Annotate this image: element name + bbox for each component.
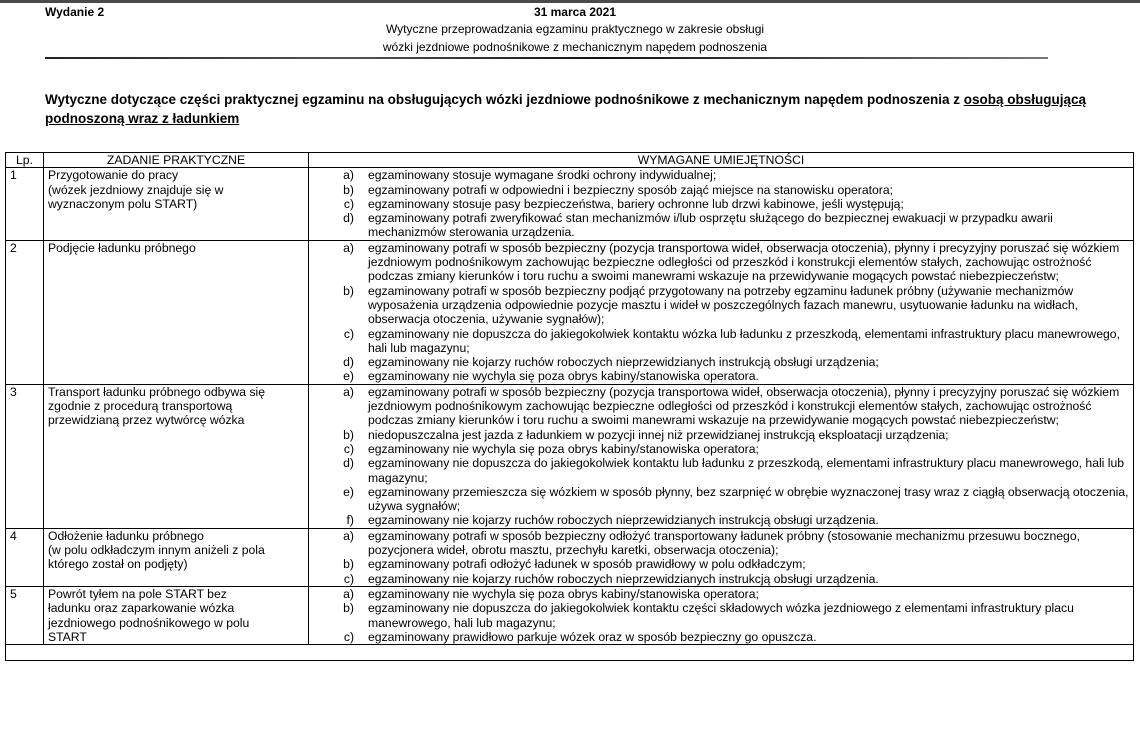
skill-marker: b) <box>343 283 354 298</box>
skill-marker: d) <box>343 355 354 370</box>
task-line: wyznaczonym polu START) <box>48 196 198 211</box>
skill-marker: e) <box>343 369 354 384</box>
skill-marker: b) <box>343 601 354 616</box>
skill-marker: c) <box>343 196 354 211</box>
document-subtitle-line2: wózki jezdniowe podnośnikowe z mechanicznym napędem podnoszenia <box>382 40 768 54</box>
skill-item <box>313 529 1129 558</box>
task-line: przewidzianą przez wytwórcę wózka <box>48 413 245 428</box>
skill-item <box>313 513 1129 527</box>
table-row <box>6 384 1134 528</box>
table-row <box>6 586 1134 644</box>
practical-task <box>44 384 309 528</box>
row-number: 3 <box>6 384 44 528</box>
skill-marker: c) <box>343 571 354 586</box>
skill-text: egzaminowany potrafi zweryfikować stan mechanizmów i/lub osprzętu służącego do bezpiecznej ewakuacji w przypadku awarii mechanizmów sterowania urządzenia. <box>368 211 1053 240</box>
page-title-main: Wytyczne dotyczące części praktycznej egzaminu na obsługujących wózki jezdniowe podnośnikowe z mechanicznym napędem podnoszenia z <box>45 92 964 107</box>
row-number: 2 <box>6 240 44 384</box>
skill-item <box>313 587 1129 601</box>
table-row <box>6 528 1134 586</box>
skill-item <box>313 197 1129 211</box>
skill-text: egzaminowany przemieszcza się wózkiem w sposób płynny, bez szarpnięć w obrębie wyznaczonej trasy wraz z ciągłą obserwacją otoczenia, używa sygnałów; <box>368 484 1129 514</box>
task-line: zgodnie z procedurą transportową <box>48 399 233 414</box>
skill-text: egzaminowany nie dopuszcza do jakiegokolwiek kontaktu lub ładunku z przeszkodą, elementami infrastruktury placu manewrowego, hali lub magazynu; <box>368 456 1125 485</box>
skill-text: egzaminowany nie dopuszcza do jakiegokolwiek kontaktu części składowych wózka jezdniowego z elementami infrastruktury placu manewrowego, hali lub magazynu; <box>368 601 1074 630</box>
skill-marker: b) <box>343 182 354 197</box>
column-header-task: ZADANIE PRAKTYCZNE <box>44 153 309 168</box>
table-row <box>6 168 1134 240</box>
empty-table-row <box>6 645 1134 661</box>
skill-item <box>313 456 1129 485</box>
table-body <box>6 168 1134 661</box>
skill-marker: a) <box>343 384 354 399</box>
skill-marker: d) <box>343 211 354 226</box>
skill-marker: f) <box>346 513 354 528</box>
skill-item <box>313 168 1129 182</box>
edition-label: Wydanie 2 <box>45 5 105 19</box>
row-number: 5 <box>6 586 44 644</box>
task-line: (wózek jezdniowy znajduje się w <box>48 182 224 197</box>
top-bar <box>0 0 1140 3</box>
task-line: ładunku oraz zaparkowanie wózka <box>48 601 235 616</box>
practical-task <box>44 586 309 644</box>
header-divider <box>45 57 1048 59</box>
skill-text: egzaminowany potrafi w sposób bezpieczny podjąć przygotowany na potrzeby egzaminu ładunek próbny (używanie mechanizmów wyposażenia urządzenia odpowiednie pozycje masztu i wideł w poszczególnych fazach manewru, usytuowanie ładunku na widłach, obserwacja otoczenia, używanie sygnałów); <box>368 283 1078 327</box>
task-line: Powrót tyłem na pole START bez <box>48 586 227 601</box>
skill-text: egzaminowany nie wychyla się poza obrys kabiny/stanowiska operatora. <box>368 369 759 384</box>
skill-marker: a) <box>343 586 354 601</box>
skill-text: egzaminowany potrafi odłożyć ładunek w sposób prawidłowy w polu odkładczym; <box>368 557 806 572</box>
skill-item <box>313 630 1129 644</box>
skill-text: egzaminowany potrafi w sposób bezpieczny (pozycja transportowa wideł, obserwacja otoczenia), płynny i precyzyjny poruszać się wózkiem jezdniowym podnośnikowym zachowując bezpieczne odległości od przeszkód i konstrukcji elementów stałych, zachowując ostrożność podczas zmiany kierunków i toru ruchu a swoimi manewrami wskazuje na przewidywanie mogących powstać niebezpieczeństw; <box>368 240 1120 284</box>
skill-marker: c) <box>343 629 354 644</box>
task-line: Podjęcie ładunku próbnego <box>48 240 196 255</box>
practical-task <box>44 528 309 586</box>
skill-text: egzaminowany potrafi w sposób bezpieczny odłożyć transportowany ładunek próbny (stosowanie mechanizmu przesuwu bocznego, pozycjonera wideł, obrotu masztu, przechyłu karetki, obserwacja otoczenia); <box>368 528 1081 558</box>
task-line: (w polu odkładczym innym aniżeli z pola <box>48 543 265 558</box>
document-date: 31 marca 2021 <box>533 5 617 19</box>
skill-text: egzaminowany nie dopuszcza do jakiegokolwiek kontaktu wózka lub ładunku z przeszkodą, elementami infrastruktury placu manewrowego, hali lub magazynu; <box>368 326 1120 355</box>
skill-text: egzaminowany potrafi w sposób bezpieczny (pozycja transportowa wideł, obserwacja otoczenia), płynny i precyzyjny poruszać się wózkiem jezdniowym podnośnikowym zachowując bezpieczne odległości od przeszkód i konstrukcji elementów stałych, zachowując ostrożność podczas zmiany kierunków i toru ruchu a swoimi manewrami wskazuje na przewidywanie mogących powstać niebezpieczeństw; <box>368 384 1120 428</box>
skill-marker: b) <box>343 557 354 572</box>
skill-marker: c) <box>343 326 354 341</box>
task-line: Transport ładunku próbnego odbywa się <box>48 384 266 399</box>
skill-text: egzaminowany nie wychyla się poza obrys kabiny/stanowiska operatora; <box>368 441 759 456</box>
column-header-lp: Lp. <box>6 153 44 168</box>
required-skills <box>309 586 1134 644</box>
skill-item <box>313 601 1129 630</box>
required-skills <box>309 528 1134 586</box>
skill-text: egzaminowany nie wychyla się poza obrys kabiny/stanowiska operatora; <box>368 586 759 601</box>
skill-item <box>313 211 1129 240</box>
table-header-row <box>6 153 1134 168</box>
skill-text: egzaminowany stosuje pasy bezpieczeństwa, bariery ochronne lub drzwi kabinowe, jeśli występują; <box>368 196 904 211</box>
skill-marker: e) <box>343 484 354 499</box>
practical-task <box>44 240 309 384</box>
skill-item <box>313 369 1129 383</box>
required-skills <box>309 240 1134 384</box>
skill-text: egzaminowany nie kojarzy ruchów roboczych nieprzewidzianych instrukcją obsługi urządzenia; <box>368 355 879 370</box>
skill-marker: b) <box>343 427 354 442</box>
skill-item <box>313 355 1129 369</box>
task-line: jezdniowego podnośnikowego w polu <box>48 615 250 630</box>
task-line: Przygotowanie do pracy <box>48 168 179 183</box>
skill-marker: a) <box>343 240 354 255</box>
skill-item <box>313 385 1129 428</box>
page-title-underlined: osobą obsługującą podnoszoną wraz z ładunkiem <box>45 92 1087 126</box>
column-header-skills: WYMAGANE UMIEJĘTNOŚCI <box>309 153 1134 168</box>
task-line: START <box>48 629 87 644</box>
skill-item <box>313 428 1129 442</box>
row-number: 4 <box>6 528 44 586</box>
document-subtitle-line1: Wytyczne przeprowadzania egzaminu praktycznego w zakresie obsługi <box>385 22 765 36</box>
skill-marker: a) <box>343 168 354 183</box>
page-title <box>45 90 1105 128</box>
skill-marker: a) <box>343 528 354 543</box>
skill-item <box>313 327 1129 356</box>
skill-text: egzaminowany nie kojarzy ruchów roboczych nieprzewidzianych instrukcją obsługi urządzenia. <box>368 513 879 528</box>
skill-text: egzaminowany potrafi w odpowiedni i bezpieczny sposób zająć miejsce na stanowisku operatora; <box>368 182 894 197</box>
skill-marker: d) <box>343 456 354 471</box>
task-line: Odłożenie ładunku próbnego <box>48 528 204 543</box>
task-line: którego został on podjęty) <box>48 557 188 572</box>
practical-task <box>44 168 309 240</box>
skill-item <box>313 557 1129 571</box>
table-row <box>6 240 1134 384</box>
skill-item <box>313 284 1129 327</box>
empty-cell <box>6 645 1134 661</box>
required-skills <box>309 168 1134 240</box>
skill-item <box>313 442 1129 456</box>
skill-item <box>313 572 1129 586</box>
skill-text: egzaminowany nie kojarzy ruchów roboczych nieprzewidzianych instrukcją obsługi urządzenia. <box>368 571 879 586</box>
skill-text: egzaminowany prawidłowo parkuje wózek oraz w sposób bezpieczny go opuszcza. <box>368 629 817 644</box>
row-number: 1 <box>6 168 44 240</box>
skill-item <box>313 485 1129 514</box>
skill-text: niedopuszczalna jest jazda z ładunkiem w pozycji innej niż przewidzianej instrukcją eksploatacji urządzenia; <box>368 427 949 442</box>
skill-item <box>313 241 1129 284</box>
skill-marker: c) <box>343 441 354 456</box>
skill-item <box>313 183 1129 197</box>
skill-text: egzaminowany stosuje wymagane środki ochrony indywidualnej; <box>368 168 717 183</box>
required-skills <box>309 384 1134 528</box>
requirements-table <box>5 152 1134 661</box>
